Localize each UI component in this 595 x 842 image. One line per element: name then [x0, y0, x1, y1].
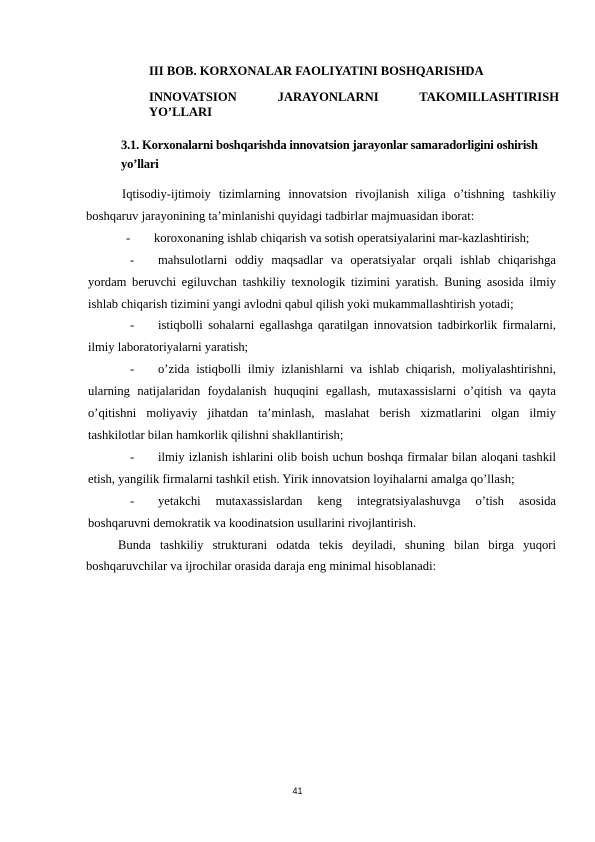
list-dash: -: [130, 449, 135, 464]
list-item: [88, 447, 556, 491]
list-item: [88, 315, 556, 359]
list-item-text: ilmiy izlanish ishlarini olib boish uchun boshqa firmalar bilan aloqani tashkil etish, yangilik firmalarni tashkil etish. Yirik innovatsion loyihalarni amalga qo’llash;: [88, 449, 556, 486]
intro-paragraph: Iqtisodiy-ijtimoiy tizimlarning innovatsion rivojlanish xiliga o’tishning tashkiliy boshqaruv jarayonining ta’minlanishi quyidagi tadbirlar majmuasidan iborat:: [86, 187, 556, 223]
list-item-text: o’zida istiqbolli ilmiy izlanishlarni va ishlab chiqarish, moliyalashtirishni, ularning natijalaridan foydalanish huquqini egallash, mutaxassislarni o’qitish va qayta o’qitishni moliyaviy jihatdan ta’minlash, maslahat berish xizmatlarini olgan ilmiy tashkilotlar bilan hamkorlik qilishni shakllantirish;: [88, 362, 556, 442]
closing-paragraph: Bunda tashkiliy strukturani odatda tekis deyiladi, shuning bilan birga yuqori boshqaruvchilar va ijrochilar orasida daraja eng minimal hisoblanadi:: [86, 537, 556, 574]
list-dash: -: [130, 493, 135, 508]
list-item: [88, 359, 556, 447]
chapter-title-line-3: YO’LLARI: [149, 105, 212, 119]
list-dash: -: [126, 230, 131, 245]
chapter-title: [149, 64, 559, 121]
list-dash: -: [130, 318, 135, 333]
page-number: 41: [292, 786, 303, 796]
section-title: 3.1. Korxonalarni boshqarishda innovatsion jarayonlar samaradorligini oshirish yo’llari: [121, 138, 538, 171]
list-item-text: istiqbolli sohalarni egallashga qaratilgan innovatsion tadbirkorlik firmalarni, ilmiy laboratoriyalarni yaratish;: [88, 318, 556, 355]
list-item-text: koroxonaning ishlab chiqarish va sotish operatsiyalarini mar-kazlashtirish;: [154, 230, 530, 245]
list-dash: -: [130, 362, 135, 377]
list-item: [88, 250, 556, 316]
list-item-text: mahsulotlarni oddiy maqsadlar va operatsiyalar orqali ishlab chiqarishga yordam beruvchi egiluvchan tashkiliy texnologik tizimini yaratish. Buning asosida ilmiy ishlab chiqarish tizimini yangi avlodni qabul qilish yoki mukammallashtirish yotadi;: [88, 252, 556, 311]
list-dash: -: [130, 252, 135, 267]
list-item: [88, 491, 556, 535]
chapter-title-line-2: INNOVATSION JARAYONLARNI TAKOMILLASHTIRISH: [149, 89, 559, 104]
chapter-title-line-1: III BOB. KORXONALAR FAOLIYATINI BOSHQARISHDA: [149, 64, 484, 78]
list-item: [84, 228, 556, 250]
list-item-text: yetakchi mutaxassislardan keng integratsiyalashuvga o’tish asosida boshqaruvni demokratik va koodinatsion usullarini rivojlantirish.: [88, 493, 556, 530]
body-text: [86, 184, 556, 578]
